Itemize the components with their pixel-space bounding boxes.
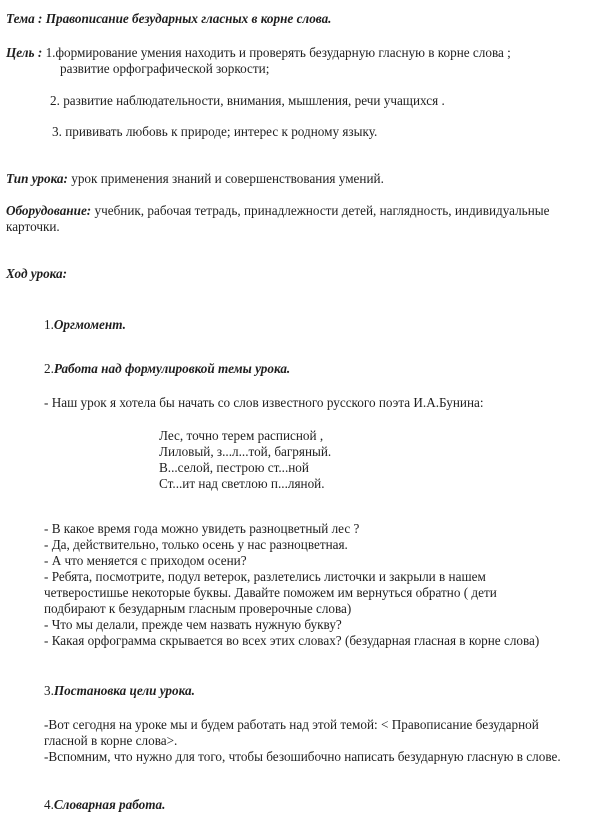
- section-3-title: Постановка цели урока.: [53, 683, 195, 698]
- equipment-text-2: карточки.: [6, 219, 60, 234]
- lesson-type-label: Тип урока:: [6, 171, 68, 186]
- section-2-title: Работа над формулировкой темы урока.: [53, 361, 291, 376]
- goal-item-1-cont: развитие орфографической зоркости;: [60, 61, 270, 76]
- section-3-line-3: -Вспомним, что нужно для того, чтобы безошибочно написать безударную гласную в слове.: [44, 749, 561, 764]
- section-3-heading: [44, 683, 195, 699]
- goal-item-1: 1.формирование умения находить и проверять безударную гласную в корне слова ;: [45, 45, 511, 60]
- goal-label: Цель :: [6, 45, 43, 60]
- dialogue-line-7: - Что мы делали, прежде чем назвать нужную букву?: [44, 617, 342, 632]
- topic-label: Тема :: [6, 11, 43, 26]
- section-3-line-1: -Вот сегодня на уроке мы и будем работать над этой темой: < Правописание безударной: [44, 717, 539, 732]
- section-1-title: Оргмомент.: [53, 317, 126, 332]
- dialogue-line-8: - Какая орфограмма скрывается во всех этих словах? (безударная гласная в корне слова): [44, 633, 540, 648]
- poem-line-3: В...селой, пестрою ст...ной: [159, 460, 309, 475]
- dialogue-line-3: - А что меняется с приходом осени?: [44, 553, 247, 568]
- equipment-text-1: учебник, рабочая тетрадь, принадлежности детей, наглядность, индивидуальные: [94, 203, 550, 218]
- goal-line-1: [6, 45, 511, 61]
- topic-text: Правописание безударных гласных в корне слова.: [45, 11, 332, 26]
- section-2-number: 2.: [44, 361, 54, 376]
- section-4-title: Словарная работа.: [53, 797, 166, 812]
- poem-line-1: Лес, точно терем расписной ,: [159, 428, 324, 443]
- section-3-line-2: гласной в корне слова>.: [44, 733, 178, 748]
- section-1-number: 1.: [44, 317, 54, 332]
- poem-line-2: Лиловый, з...л...той, багряный.: [159, 444, 332, 459]
- section-2-intro: - Наш урок я хотела бы начать со слов известного русского поэта И.А.Бунина:: [44, 395, 484, 410]
- section-4-number: 4.: [44, 797, 54, 812]
- goal-item-3: 3. прививать любовь к природе; интерес к родному языку.: [52, 124, 378, 139]
- dialogue-line-5: четверостишье некоторые буквы. Давайте поможем им вернуться обратно ( дети: [44, 585, 497, 600]
- equipment-label: Оборудование:: [6, 203, 92, 218]
- dialogue-line-6: подбирают к безударным гласным проверочные слова): [44, 601, 352, 616]
- lesson-type-text: урок применения знаний и совершенствования умений.: [71, 171, 384, 186]
- section-4-heading: [44, 797, 165, 813]
- dialogue-line-4: - Ребята, посмотрите, подул ветерок, разлетелись листочки и закрыли в нашем: [44, 569, 486, 584]
- equipment-line: [6, 203, 549, 219]
- section-3-number: 3.: [44, 683, 54, 698]
- section-1-heading: [44, 317, 126, 333]
- poem-line-4: Ст...ит над светлою п...ляной.: [159, 476, 325, 491]
- lesson-type-line: [6, 171, 384, 187]
- goal-item-2: 2. развитие наблюдательности, внимания, мышления, речи учащихся .: [50, 93, 445, 108]
- dialogue-line-1: - В какое время года можно увидеть разноцветный лес ?: [44, 521, 360, 536]
- topic-line: [6, 11, 331, 27]
- dialogue-line-2: - Да, действительно, только осень у нас разноцветная.: [44, 537, 348, 552]
- section-2-heading: [44, 361, 290, 377]
- lesson-flow-heading: Ход урока:: [6, 266, 67, 281]
